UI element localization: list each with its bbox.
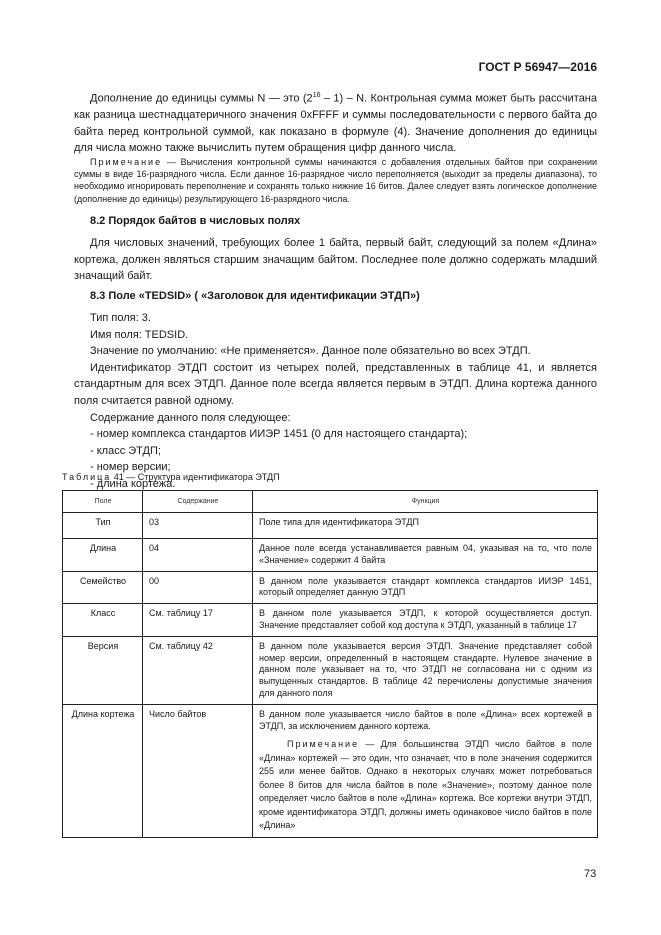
table-row: [63, 513, 598, 539]
line: Тип поля: 3.: [90, 312, 151, 324]
caption-text: 41 — Структура идентификатора ЭТДП: [111, 472, 280, 482]
cell-field: Тип: [63, 513, 143, 539]
table-row: [63, 704, 598, 837]
cell-field: Семейство: [63, 571, 143, 604]
cell-function: Данное поле всегда устанавливается равным 04, указывая на то, что поле «Значение» содержит 4 байта: [253, 539, 598, 572]
cell-content: 00: [143, 571, 253, 604]
caption-label: Таблица: [62, 472, 112, 482]
line: Имя поля: TEDSID.: [90, 328, 189, 341]
list-item: - номер комплекса стандартов ИИЭР 1451 (0 для настоящего стандарта);: [90, 428, 468, 441]
cell-content: 03: [143, 513, 253, 539]
teds-id-table: [62, 490, 598, 838]
table-row: [63, 604, 598, 637]
para-text-a: Дополнение до единицы суммы N — это (2: [90, 92, 313, 105]
cell-function: [253, 704, 598, 837]
list-item: - номер версии;: [90, 461, 171, 474]
header-function: Функция: [253, 491, 598, 513]
cell-content: Число байтов: [143, 704, 253, 837]
cell-content: См. таблицу 42: [143, 636, 253, 704]
note-label: Примечание: [90, 157, 163, 167]
cell-content: 04: [143, 539, 253, 572]
section-8-3-body: [74, 310, 597, 493]
cell-field: Длина кортежа: [63, 704, 143, 837]
cell-function: В данном поле указывается версия ЭТДП. Значение представляет собой номер версии, определенный в настоящем стандарте. Нулевое значение в данном поле указывает на то, что ЭТДП не согласована ни с одним из выпущенных стандартов. В таблице 42 перечислены допустимые значения для данного поля: [253, 636, 598, 704]
superscript: 16: [312, 92, 321, 99]
table-row: [63, 571, 598, 604]
cell-function: В данном поле указывается стандарт комплекса стандартов ИИЭР 1451, который определяет данную ЭТДП: [253, 571, 598, 604]
list-item: - класс ЭТДП;: [90, 444, 161, 457]
section-8-3-heading: 8.3 Поле «TEDSID» ( «Заголовок для идентификации ЭТДП»): [90, 290, 420, 302]
function-text: В данном поле указывается число байтов в поле «Длина» всех кортежей в ЭТДП, за исключением данного кортежа.: [259, 708, 592, 731]
line: Значение по умолчанию: «Не применяется». Данное поле обязательно во всех ЭТДП.: [90, 345, 531, 358]
header-content: Содержание: [143, 491, 253, 513]
note-label: Примечание: [287, 739, 360, 750]
table-header-row: [63, 491, 598, 513]
paragraph: Идентификатор ЭТДП состоит из четырех полей, представленных в таблице 41, и является стандартным для всех ЭТДП. Данное поле всегда является первым в ЭТДП. Длина кортежа данного поля считается равной одному.: [74, 361, 597, 407]
paragraph: Для числовых значений, требующих более 1 байта, первый байт, следующий за полем «Длина» кортежа, должен являться старшим значащим байтом. Последнее поле должно содержать младший значащий байт.: [74, 237, 597, 283]
note-text: — Вычисления контрольной суммы начинаются с добавления отдельных байтов при сохранении суммы в виде 16-разрядного числа. Если данное 16-разрядное число переполняется (выходит за пределы диапазона), то необходимо игнорировать переполнение и сохранять только нижние 16 битов. Далее следует взять логическое дополнение (дополнение до единицы) результирующего 16-разрядного числа.: [74, 157, 597, 204]
cell-field: Класс: [63, 604, 143, 637]
cell-field: Версия: [63, 636, 143, 704]
cell-content: См. таблицу 17: [143, 604, 253, 637]
section-8-2-text: [74, 235, 597, 285]
table-row: [63, 539, 598, 572]
document-id: ГОСТ Р 56947—2016: [478, 60, 597, 74]
header-field: Поле: [63, 491, 143, 513]
list-intro: Содержание данного поля следующее:: [90, 411, 291, 424]
note-checksum: [74, 156, 597, 205]
section-8-2-heading: 8.2 Порядок байтов в числовых полях: [90, 215, 301, 227]
table-note: [259, 738, 592, 833]
list-item: - длина кортежа.: [90, 477, 176, 490]
table-caption: [62, 472, 280, 482]
page-number: 73: [584, 868, 597, 880]
note-text: — Для большинства ЭТДП число байтов в поле «Длина» кортежей — это один, что означает, что в поле значения содержится 255 или менее байтов. Однако в некоторых случаях может потребоваться более 8 битов для числа байтов в поле «Значение», поэтому данное поле определяет число байтов в поле «Длина» кортежа. Все кортежи внутри ЭТДП, кроме идентификатора ЭТДП, должны иметь одинаковое число байтов в поле «Длина»: [259, 739, 592, 831]
cell-function: Поле типа для идентификатора ЭТДП: [253, 513, 598, 539]
para-text-b: – 1) – N. Контрольная сумма может быть рассчитана как разница шестнадцатеричного значения 0xFFFF и суммы последовательности с первого байта до байта перед контрольной суммой, как показано в формуле (4). Значение дополнения до единицы для числа можно также вычислить путем обращения цифр данного числа.: [74, 92, 597, 155]
cell-function: В данном поле указывается ЭТДП, к которой осуществляется доступ. Значение представляет собой код доступа к ЭТДП, указанный в таблице 17: [253, 604, 598, 637]
table-row: [63, 636, 598, 704]
paragraph-checksum: [74, 88, 597, 157]
cell-field: Длина: [63, 539, 143, 572]
